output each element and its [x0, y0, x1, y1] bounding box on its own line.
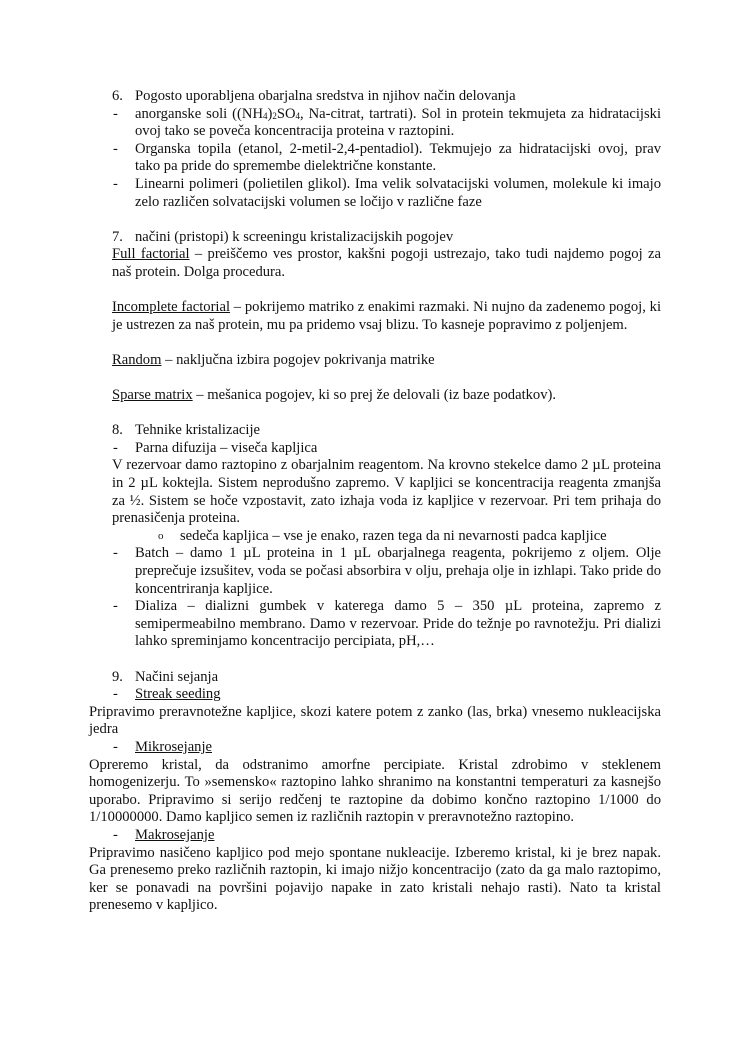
list-item-text: Linearni polimeri (polietilen glikol). Ima velik solvatacijski volumen, molekule ki imajo zelo različen solvatacijski volumen se ločijo v različne faze: [135, 175, 661, 210]
section-6-heading: [0, 88, 750, 106]
list-item-text: Organska topila (etanol, 2-metil-2,4-pentadiol). Tekmujejo za hidratacijski ovoj, prav tako pa pride do spremembe dielektrične konstante.: [135, 140, 661, 175]
screening-entry-incomplete-factorial: Incomplete factorial – pokrijemo matriko z enakimi razmaki. Ni nujno da zadenemo pogoj, ki je ustrezen za naš protein, mu pa pridemo vsaj blizu. To kasneje popravimo z poljenjem.: [112, 299, 662, 333]
sub-list-item-text: sedeča kapljica – vse je enako, razen tega da ni nevarnosti padca kapljice: [180, 527, 607, 544]
method-name: Makrosejanje: [135, 826, 215, 843]
section-8-heading: [0, 422, 750, 440]
section-number: 8.: [112, 422, 123, 439]
bullet-dash: -: [113, 439, 118, 456]
list-item-text: Dializa – dializni gumbek v katerega damo 5 – 350 µL proteina, zapremo z semipermeabilno membrano. Damo v rezervoar. Pride do težnje po ravnotežju. Pri dializi lahko spreminjamo koncentracijo percipiata, pH,…: [135, 598, 661, 650]
screening-entry-sparse-matrix: Sparse matrix – mešanica pogojev, ki so prej že delovali (iz baze podatkov).: [112, 387, 557, 404]
bullet-dash: -: [113, 738, 118, 755]
method-heading: [0, 739, 750, 757]
section-title: Načini sejanja: [135, 668, 219, 685]
list-item-text: Batch – damo 1 µL proteina in 1 µL obarjalnega reagenta, pokrijemo z oljem. Olje preprečuje izsušitev, voda se počasi absorbira v olju, prehaja olje in izhlapi. Tako pride do koncentriranja kapljice.: [135, 545, 661, 597]
list-item-text: Parna difuzija – viseča kapljica: [135, 439, 318, 456]
method-name: Streak seeding: [135, 686, 221, 703]
list-item: [0, 176, 750, 211]
list-item: [0, 545, 750, 598]
term: Incomplete factorial: [112, 299, 231, 316]
bullet-dash: -: [113, 545, 118, 562]
term: Full factorial: [112, 246, 190, 263]
method-name: Mikrosejanje: [135, 738, 213, 755]
bullet-dash: -: [113, 140, 118, 157]
method-description: Pripravimo nasičeno kapljico pod mejo spontane nukleacije. Izberemo kristal, ki je brez napak. Ga prenesemo preko različnih raztopin, ki imajo nižjo koncentracijo (zato da ga malo raztopimo, ker se ponavadi na površini pojavijo napake in zato kristali nehajo rasti). Nato ta kristal prenesemo v kapljico.: [89, 844, 661, 914]
bullet-dash: -: [113, 826, 118, 843]
term: Sparse matrix: [112, 387, 193, 404]
bullet-dash: -: [113, 686, 118, 703]
method-heading: [0, 686, 750, 704]
term: Random: [112, 351, 162, 368]
bullet-dash: -: [113, 598, 118, 615]
section-title: Pogosto uporabljena obarjalna sredstva in njihov način delovanja: [135, 88, 516, 104]
bullet-dash: -: [113, 105, 118, 122]
bullet-dash: -: [113, 175, 118, 192]
section-title: Tehnike kristalizacije: [135, 422, 260, 439]
section-9-heading: [0, 669, 750, 687]
screening-entry-full-factorial: Full factorial – preiščemo ves prostor, kakšni pogoji ustrezajo, tako tudi najdemo pogoj za naš protein. Dolga procedura.: [112, 246, 661, 280]
method-description: Pripravimo preravnotežne kapljice, skozi katere potem z zanko (las, brka) vnesemo nukleacijska jedra: [89, 703, 661, 738]
document-page: [0, 88, 750, 915]
sub-list-item: [0, 528, 750, 546]
list-item-text: anorganske soli ($(NH_4)_2SO_4$, Na-citrat, tartrati). Sol in protein tekmujeta za hidratacijski ovoj tako se poveča koncentracija proteina v raztopini.: [135, 105, 662, 140]
method-description: Opreremo kristal, da odstranimo amorfne percipiate. Kristal zdrobimo v steklenem homogenizerju. To »semensko« raztopino lahko shranimo na konstantni temperaturi za kasnejšo uporabo. Pripravimo si serijo redčenj te raztopine da dobimo končno raztopino 1/1000 do 1/10000000. Damo kapljico semen iz različnih raztopin v preravnotežno raztopino.: [89, 756, 661, 826]
section-number: 9.: [112, 668, 123, 685]
bullet-circle: o: [158, 529, 164, 542]
section-7-heading: [0, 229, 750, 247]
paragraph: V rezervoar damo raztopino z obarjalnim reagentom. Na krovno stekelce damo 2 µL proteina in 2 µL koktejla. Sistem neprodušno zapremo. V kapljici se koncentracija reagenta zmanjša za ½. Sistem se hoče vzpostavit, zato izhaja voda iz kapljice v rezervoar. Pri tem prihaja do prenasičenja proteina.: [112, 457, 661, 527]
screening-entry-random: Random – naključna izbira pogojev pokrivanja matrike: [112, 351, 435, 368]
section-title: načini (pristopi) k screeningu kristalizacijskih pogojev: [135, 228, 454, 245]
method-heading: [0, 827, 750, 845]
list-item: [0, 141, 750, 176]
list-item: [0, 440, 750, 458]
section-number: 6.: [112, 88, 123, 104]
list-item: [0, 598, 750, 651]
list-item: [0, 106, 750, 141]
section-number: 7.: [112, 228, 123, 245]
